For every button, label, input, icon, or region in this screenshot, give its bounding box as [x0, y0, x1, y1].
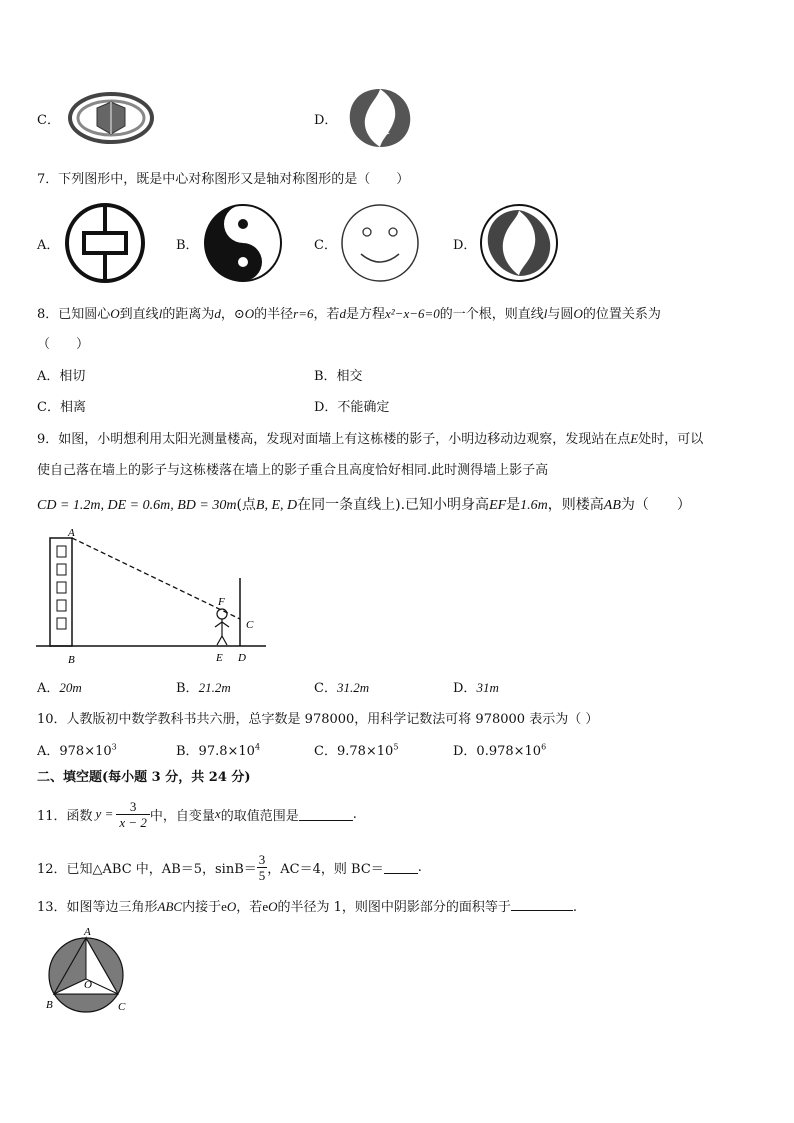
q8-option-a[interactable]: A．相切 — [37, 369, 86, 384]
q13-label-a: A — [84, 926, 91, 938]
section-2-heading: 二、填空题(每小题 3 分，共 24 分) — [37, 770, 251, 785]
q10-option-d[interactable]: D．$0.978\times 10^6$ — [453, 742, 547, 759]
q7-figure-d-swirl — [478, 202, 560, 284]
q8-line1: 8．已知圆心O到直线l的距离为d，⊙O的半径r=6，若d是方程x²−x−6=0的一个根，则直线l与圆O的位置关系为 — [37, 306, 661, 322]
q8-option-b[interactable]: B．相交 — [314, 369, 363, 384]
q10-option-b[interactable]: B．$97.8\times 10^4$ — [176, 742, 261, 759]
q9-label-b: B — [68, 654, 75, 666]
q6-option-c-label[interactable]: C． — [37, 113, 60, 128]
q7-option-a[interactable]: A． — [37, 238, 60, 253]
q13-label-b: B — [46, 999, 53, 1011]
q9-option-a[interactable]: A．20m — [37, 680, 82, 696]
q9-line2: 使自己落在墙上的影子与这栋楼落在墙上的影子重合且高度恰好相同.此时测得墙上影子高 — [37, 463, 549, 478]
q7-option-b[interactable]: B． — [176, 238, 199, 253]
q8-option-c[interactable]: C．相离 — [37, 400, 86, 415]
q11-fraction: $\frac{3}{x - 2}$ — [116, 799, 150, 830]
q13-answer-blank[interactable] — [511, 898, 573, 911]
q6-option-d-label[interactable]: D． — [314, 113, 338, 128]
q9-label-e: E — [216, 652, 223, 664]
q9-line3: CD = 1.2m, DE = 0.6m, BD = 30m(点B, E, D在同一条直线上).已知小明身高EF是1.6m，则楼高AB为（ ） — [37, 497, 691, 513]
q10-option-c[interactable]: C．$9.78\times 10^5$ — [314, 742, 399, 759]
q6-option-d-logo — [344, 85, 416, 151]
q11-answer-blank[interactable] — [299, 808, 353, 821]
q9-option-d[interactable]: D．31m — [453, 680, 499, 696]
q8-line2: （ ） — [37, 337, 90, 352]
q7-figure-c-smiley — [339, 202, 421, 284]
q12-line: 12．已知△ABC 中，AB＝5，sinB＝ $\frac{3}{5}$ ，AC＝4，则 BC＝ . — [37, 851, 422, 883]
q9-label-d: D — [238, 652, 246, 664]
q7-text: 7．下列图形中，既是中心对称图形又是轴对称图形的是（ ） — [37, 172, 410, 187]
q7-figure-b-yinyang — [202, 202, 284, 284]
q9-line1: 9．如图，小明想利用太阳光测量楼高，发现对面墙上有这栋楼的影子，小明边移动边观察，发现站在点E处时，可以 — [37, 431, 704, 447]
q9-figure — [34, 526, 270, 666]
q13-label-o: O — [84, 979, 92, 991]
q13-label-c: C — [118, 1001, 126, 1013]
q13-line: 13．如图等边三角形ABC内接于eO，若eO的半径为 1，则图中阴影部分的面积等于 . — [37, 899, 578, 915]
q7-option-d[interactable]: D． — [453, 238, 477, 253]
q10-text: 10．人教版初中数学教科书共六册，总字数是 978000，用科学记数法可将 978000 表示为（ ） — [37, 712, 599, 727]
q7-option-c[interactable]: C． — [314, 238, 337, 253]
q9-label-c: C — [246, 619, 254, 631]
q6-option-c-logo — [67, 90, 155, 146]
q12-answer-blank[interactable] — [384, 861, 418, 874]
q9-option-c[interactable]: C．31.2m — [314, 680, 370, 696]
q9-label-f: F — [218, 596, 225, 608]
q13-figure — [40, 924, 136, 1016]
q9-label-a: A — [68, 527, 75, 539]
q10-option-a[interactable]: A．$978\times 10^3$ — [37, 742, 117, 759]
q12-fraction: $\frac{3}{5}$ — [258, 851, 266, 883]
q9-option-b[interactable]: B．21.2m — [176, 680, 231, 696]
q7-figure-a — [64, 202, 146, 284]
q8-option-d[interactable]: D．不能确定 — [314, 400, 390, 415]
q11-line: 11．函数 y = $\frac{3}{x - 2}$ 中，自变量 x 的取值范围是 . — [37, 798, 357, 830]
